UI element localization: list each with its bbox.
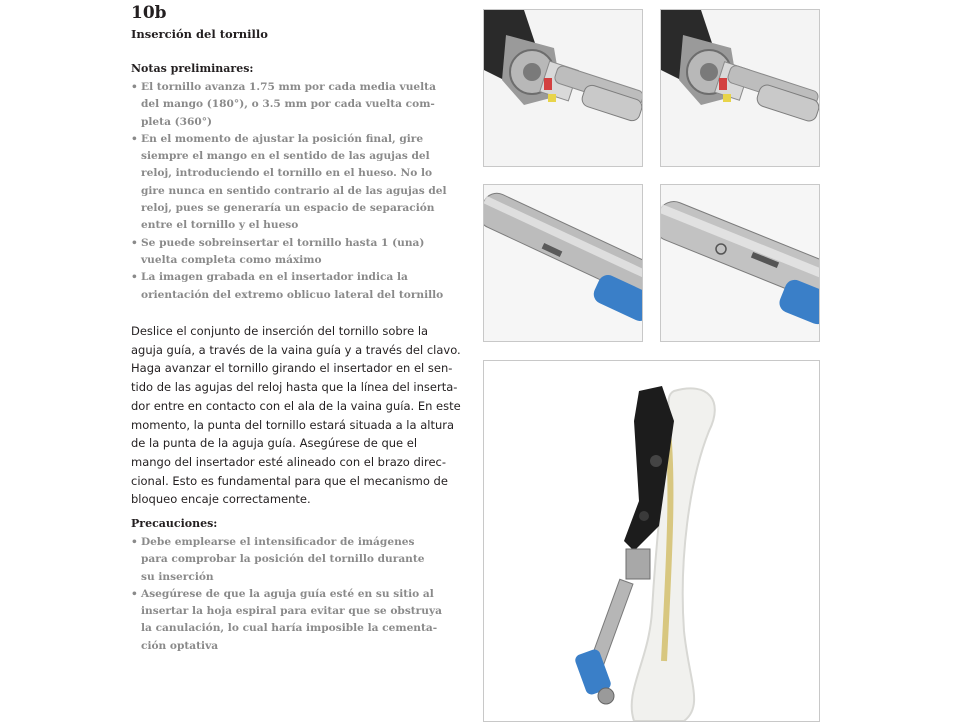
preliminary-notes-heading: Notas preliminares: [131,62,254,75]
paragraph-line: mango del insertador esté alineado con el brazo direc- [131,454,447,469]
bullet-icon: • [131,132,138,145]
preliminary-notes-list [131,79,476,304]
paragraph-line: cional. Esto es fundamental para que el mecanismo de [131,473,448,488]
note-line: del mango (180°), o 3.5 mm por cada vuelta com- [141,98,435,111]
photo-full-assembly [483,360,820,722]
photo-inserter-closeup-2 [660,9,820,167]
note-line: ción optativa [141,639,219,652]
photo-shaft-marking-1 [483,184,643,342]
section-title: Inserción del tornillo [131,27,268,41]
note-line: gire nunca en sentido contrario al de las agujas del [141,184,447,197]
note-line: Debe emplearse el intensificador de imágenes [141,536,415,548]
paragraph-line: Haga avanzar el tornillo girando el insertador en el sen- [131,361,453,376]
bullet-icon: • [131,271,138,284]
paragraph-line: de la punta de la aguja guía. Asegúrese de que el [131,436,418,451]
note-line: Asegúrese de que la aguja guía esté en su sitio al [141,587,434,600]
procedure-paragraph [131,322,476,509]
note-line: reloj, introduciendo el tornillo en el hueso. No lo [141,167,433,180]
paragraph-line: aguja guía, a través de la vaina guía y a través del clavo. [131,342,461,357]
note-line: siempre el mango en el sentido de las agujas del [141,150,430,163]
note-line: pleta (360°) [141,115,213,128]
photo-inserter-closeup-1 [483,9,643,167]
note-line: insertar la hoja espiral para evitar que se obstruya [141,605,442,618]
list-item [131,131,476,235]
list-item [131,534,476,586]
paragraph-line: dor entre en contacto con el ala de la vaina guía. En este [131,398,461,413]
paragraph-line: tido de las agujas del reloj hasta que la línea del inserta- [131,380,458,395]
note-line: orientación del extremo oblicuo lateral del tornillo [141,288,444,301]
list-item [131,269,476,304]
step-number: 10b [131,3,167,23]
note-line: vuelta completa como máximo [141,253,322,266]
precautions-list [131,534,476,655]
note-line: entre el tornillo y el hueso [141,219,299,232]
bullet-icon: • [131,536,138,548]
note-line: la canulación, lo cual haría imposible la cementa- [141,622,438,635]
precautions-heading: Precauciones: [131,517,218,530]
list-item [131,79,476,131]
bullet-icon: • [131,236,138,249]
bullet-icon: • [131,81,138,93]
photo-shaft-marking-2 [660,184,820,342]
list-item [131,235,476,270]
paragraph-line: Deslice el conjunto de inserción del tornillo sobre la [131,324,429,338]
list-item [131,586,476,655]
note-line: La imagen grabada en el insertador indica la [141,271,408,284]
note-line: su inserción [141,570,214,583]
note-line: En el momento de ajustar la posición final, gire [141,132,424,145]
note-line: Se puede sobreinsertar el tornillo hasta 1 (una) [141,236,425,249]
note-line: reloj, pues se generaría un espacio de separación [141,202,435,215]
note-line: para comprobar la posición del tornillo durante [141,553,425,566]
note-line: El tornillo avanza 1.75 mm por cada media vuelta [141,81,436,93]
paragraph-line: bloqueo encaje correctamente. [131,492,311,507]
paragraph-line: momento, la punta del tornillo estará situada a la altura [131,417,455,432]
bullet-icon: • [131,587,138,600]
